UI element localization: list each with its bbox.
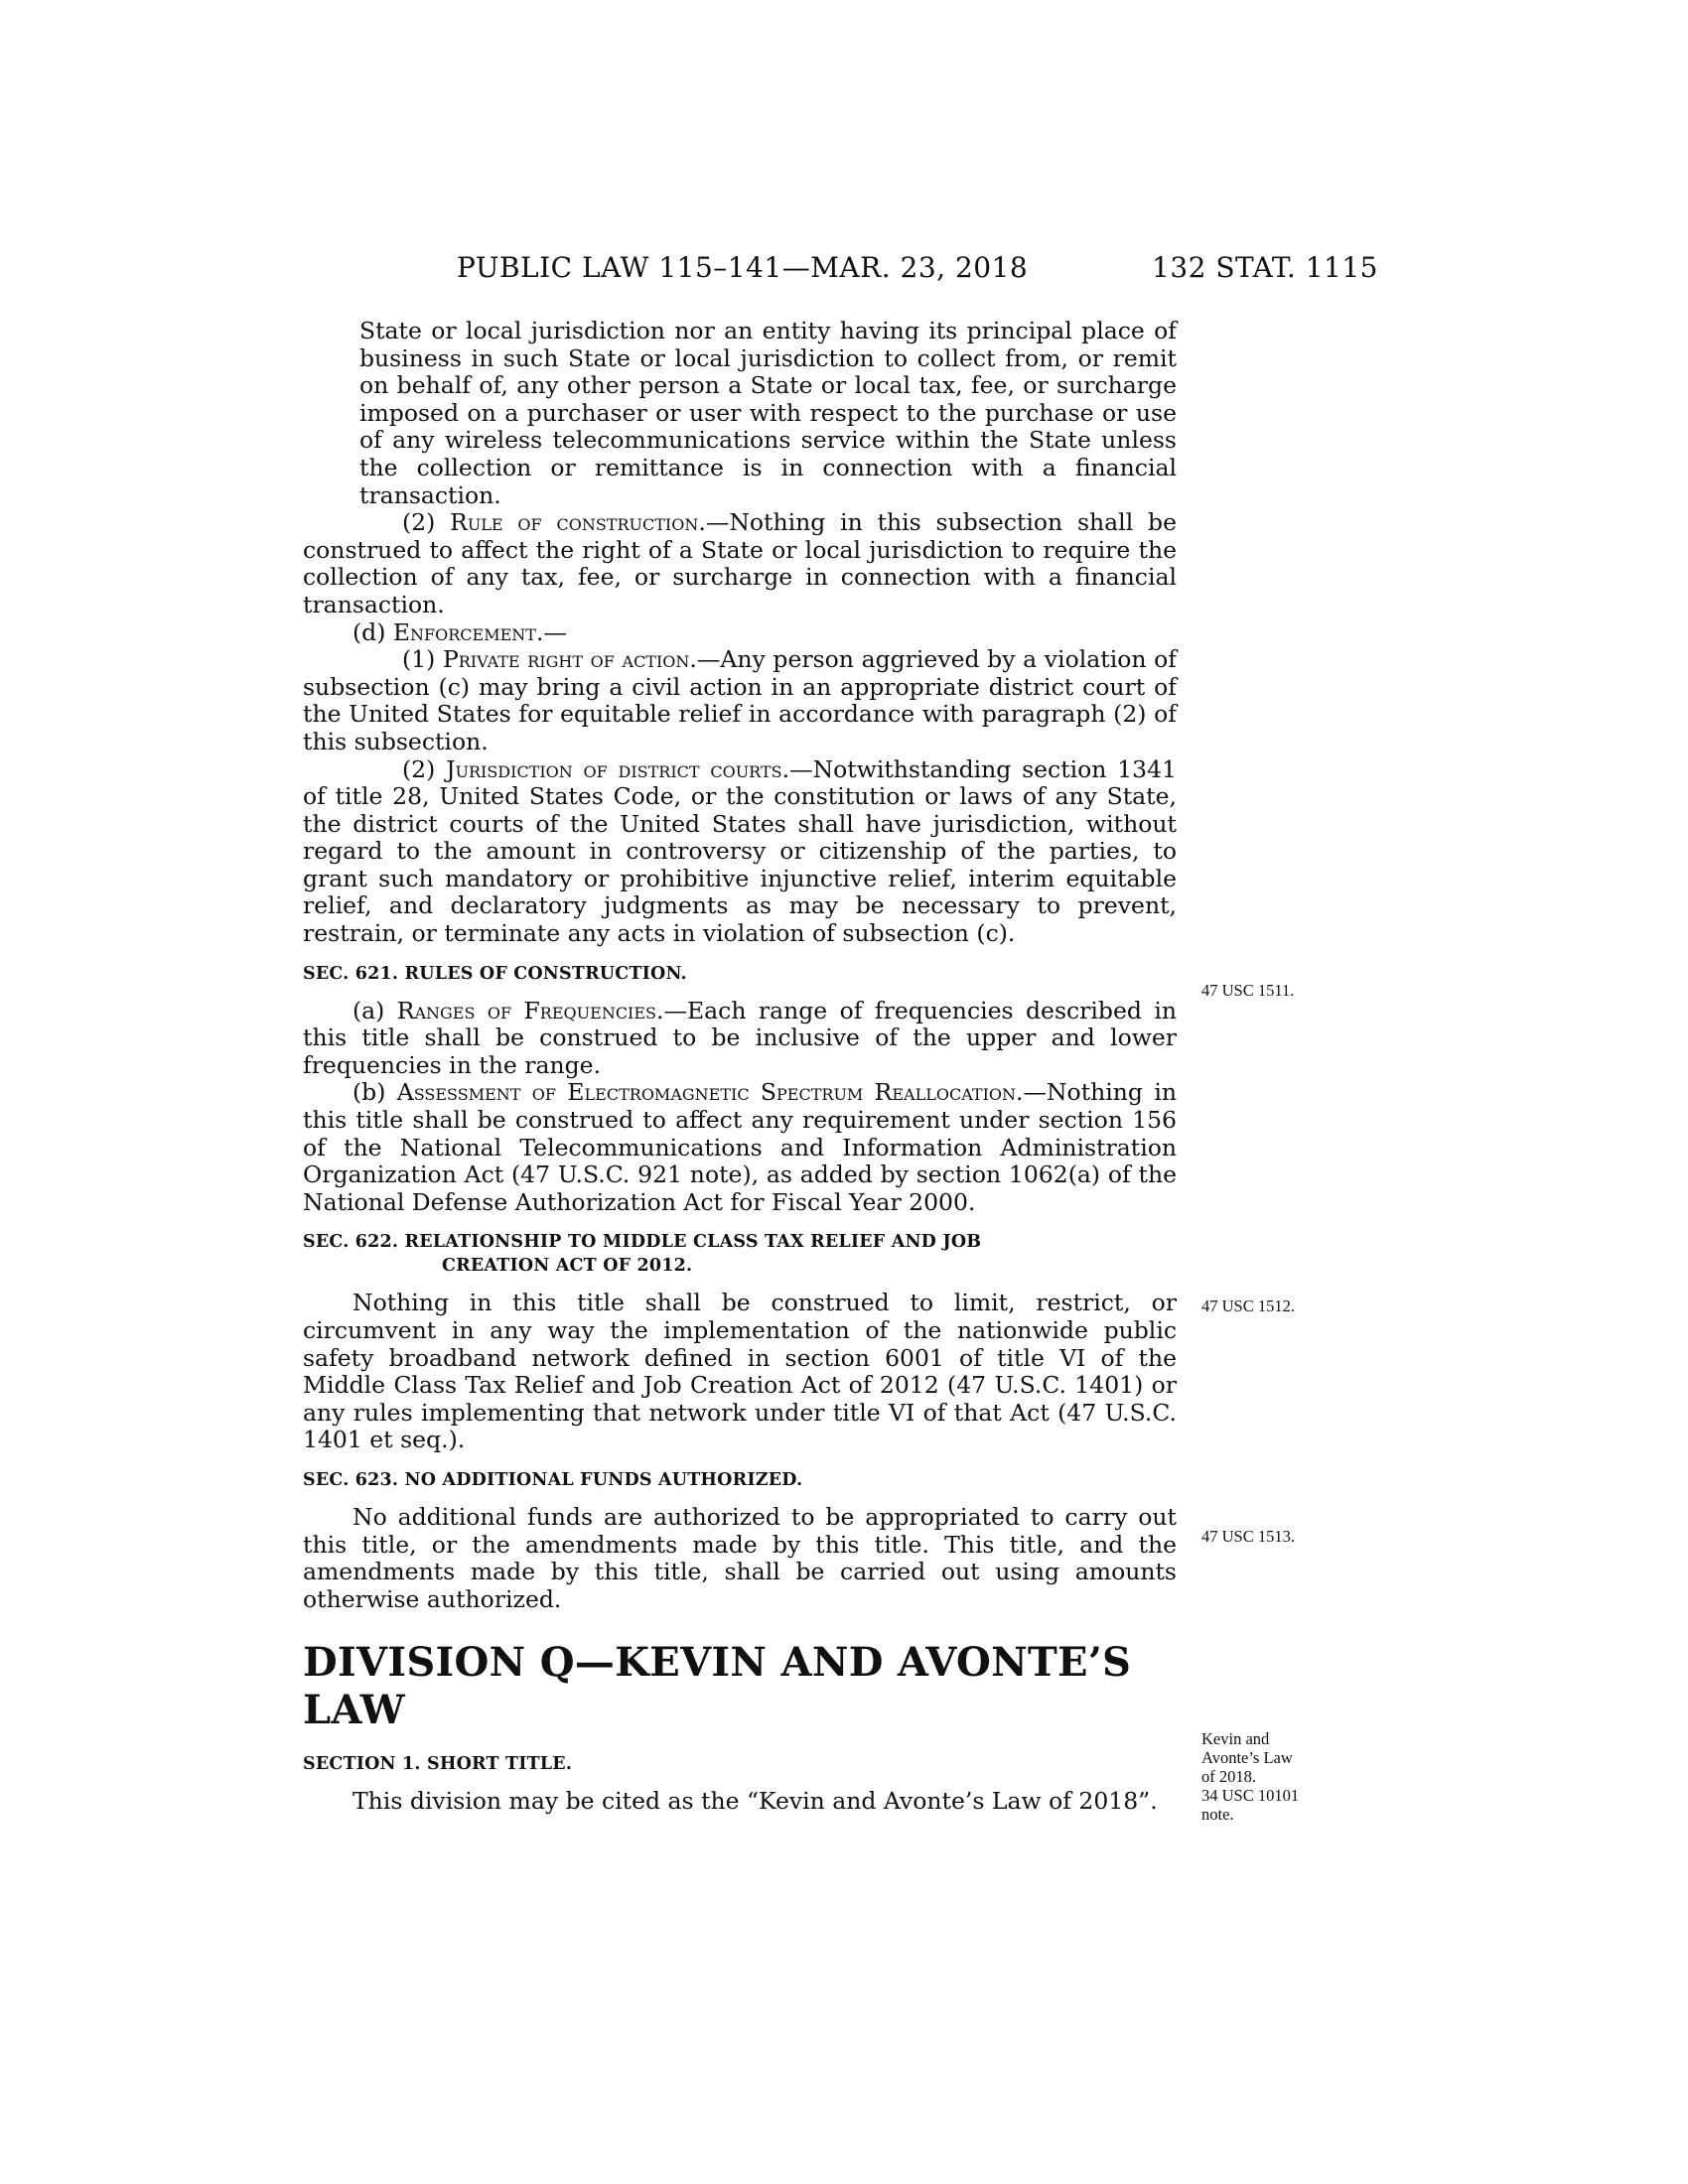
subsection-text: .—Each range of frequencies described in this title shall be construed to be inclusive of the upper and lower frequencies in the range. xyxy=(303,996,1177,1079)
subsection-number: (a) xyxy=(352,996,385,1024)
subsection-621a xyxy=(303,998,1177,1080)
division-heading: DIVISION Q—KEVIN AND AVONTE’S LAW xyxy=(303,1639,1132,1734)
clause-d1 xyxy=(303,646,1177,755)
section-1-heading: SECTION 1. SHORT TITLE. xyxy=(303,1754,573,1775)
margin-note-line: Kevin and xyxy=(1201,1729,1270,1748)
margin-note-line: Avonte’s Law xyxy=(1201,1748,1293,1767)
document-body xyxy=(303,318,1177,1816)
section-623-text: No additional funds are authorized to be appropriated to carry out this title, or the amendments made by this title. This title, and the amendments made by this title, shall be carried out using amounts otherwise authorized. xyxy=(303,1502,1177,1613)
subsection-number: (d) xyxy=(352,617,386,646)
clause-text: .—Nothing in this subsection shall be construed to affect the right of a State or local jurisdiction to require the collection of any tax, fee, or surcharge in connection with a financial transaction. xyxy=(303,508,1177,618)
clause-number: (2) xyxy=(402,508,436,537)
subsection-text: .—Nothing in this title shall be construed to affect any requirement under section 156 of the National Telecommunications and Information Administration Organization Act (47 U.S.C. 921 note), as added by section 1062(a) of the National Defense Authorization Act for Fiscal Year 2000. xyxy=(303,1078,1177,1216)
margin-note-short-title xyxy=(1201,1729,1350,1824)
margin-note-1512: 47 USC 1512. xyxy=(1201,1297,1295,1315)
subsection-d xyxy=(303,619,1177,647)
page-folio: 132 STAT. 1115 xyxy=(1152,251,1378,284)
subsection-caption: Assessment of Electromagnetic Spectrum Reallocation xyxy=(396,1078,1017,1107)
section-623-heading: SEC. 623. NO ADDITIONAL FUNDS AUTHORIZED. xyxy=(303,1469,803,1490)
paragraph-continuation: State or local jurisdiction nor an entity having its principal place of business in such State or local jurisdiction to collect from, or remit on behalf of, any other person a State or local tax, fee, or surcharge imposed on a purchaser or user with respect to the purchase or use of any wireless telecommunications service within the State unless the collection or remittance is in connection with a financial transaction. xyxy=(359,317,1177,509)
subsection-caption: Ranges of Frequencies xyxy=(396,996,657,1024)
subsection-number: (b) xyxy=(352,1078,386,1107)
margin-note-line: of 2018. xyxy=(1201,1767,1256,1786)
clause-d2 xyxy=(303,756,1177,948)
clause-c2 xyxy=(303,509,1177,618)
subsection-621b xyxy=(303,1079,1177,1216)
heading-line: CREATION ACT OF 2012. xyxy=(442,1256,693,1277)
clause-caption: Private right of action xyxy=(442,645,690,674)
clause-number: (2) xyxy=(402,754,436,783)
margin-note-1513: 47 USC 1513. xyxy=(1201,1527,1295,1546)
section-1-text: This division may be cited as the “Kevin and Avonte’s Law of 2018”. xyxy=(352,1787,1158,1816)
running-head-title: PUBLIC LAW 115–141—MAR. 23, 2018 xyxy=(457,251,1029,284)
subsection-text: .— xyxy=(535,617,567,646)
subsection-caption: Enforcement xyxy=(392,617,536,646)
clause-number: (1) xyxy=(402,645,436,674)
section-622-heading xyxy=(303,1230,1177,1278)
margin-note-line: note. xyxy=(1201,1805,1234,1824)
margin-note-1511: 47 USC 1511. xyxy=(1201,981,1295,1000)
clause-text: .—Any person aggrieved by a violation of subsection (c) may bring a civil action in an appropriate district court of the United States for equitable relief in accordance with paragraph (2) of this subsection. xyxy=(303,645,1177,755)
clause-caption: Rule of construction xyxy=(450,508,699,537)
section-621-heading: SEC. 621. RULES OF CONSTRUCTION. xyxy=(303,963,687,984)
section-622-text: Nothing in this title shall be construed to limit, restrict, or circumvent in any way the implementation of the nationwide public safety broadband network defined in section 6001 of title VI of the Middle Class Tax Relief and Job Creation Act of 2012 (47 U.S.C. 1401) or any rules implementing that network under title VI of that Act (47 U.S.C. 1401 et seq.). xyxy=(303,1289,1177,1454)
margin-note-line: 34 USC 10101 xyxy=(1201,1786,1300,1805)
heading-line: SEC. 622. RELATIONSHIP TO MIDDLE CLASS TAX RELIEF AND JOB xyxy=(303,1232,982,1253)
clause-text: .—Notwithstanding section 1341 of title 28, United States Code, or the constitution or laws of any State, the district courts of the United States shall have jurisdiction, without regard to the amount in controversy or citizenship of the parties, to grant such mandatory or prohibitive injunctive relief, interim equitable relief, and declaratory judgments as may be necessary to prevent, restrain, or terminate any acts in violation of subsection (c). xyxy=(303,754,1177,948)
clause-caption: Jurisdiction of district courts xyxy=(446,754,782,783)
